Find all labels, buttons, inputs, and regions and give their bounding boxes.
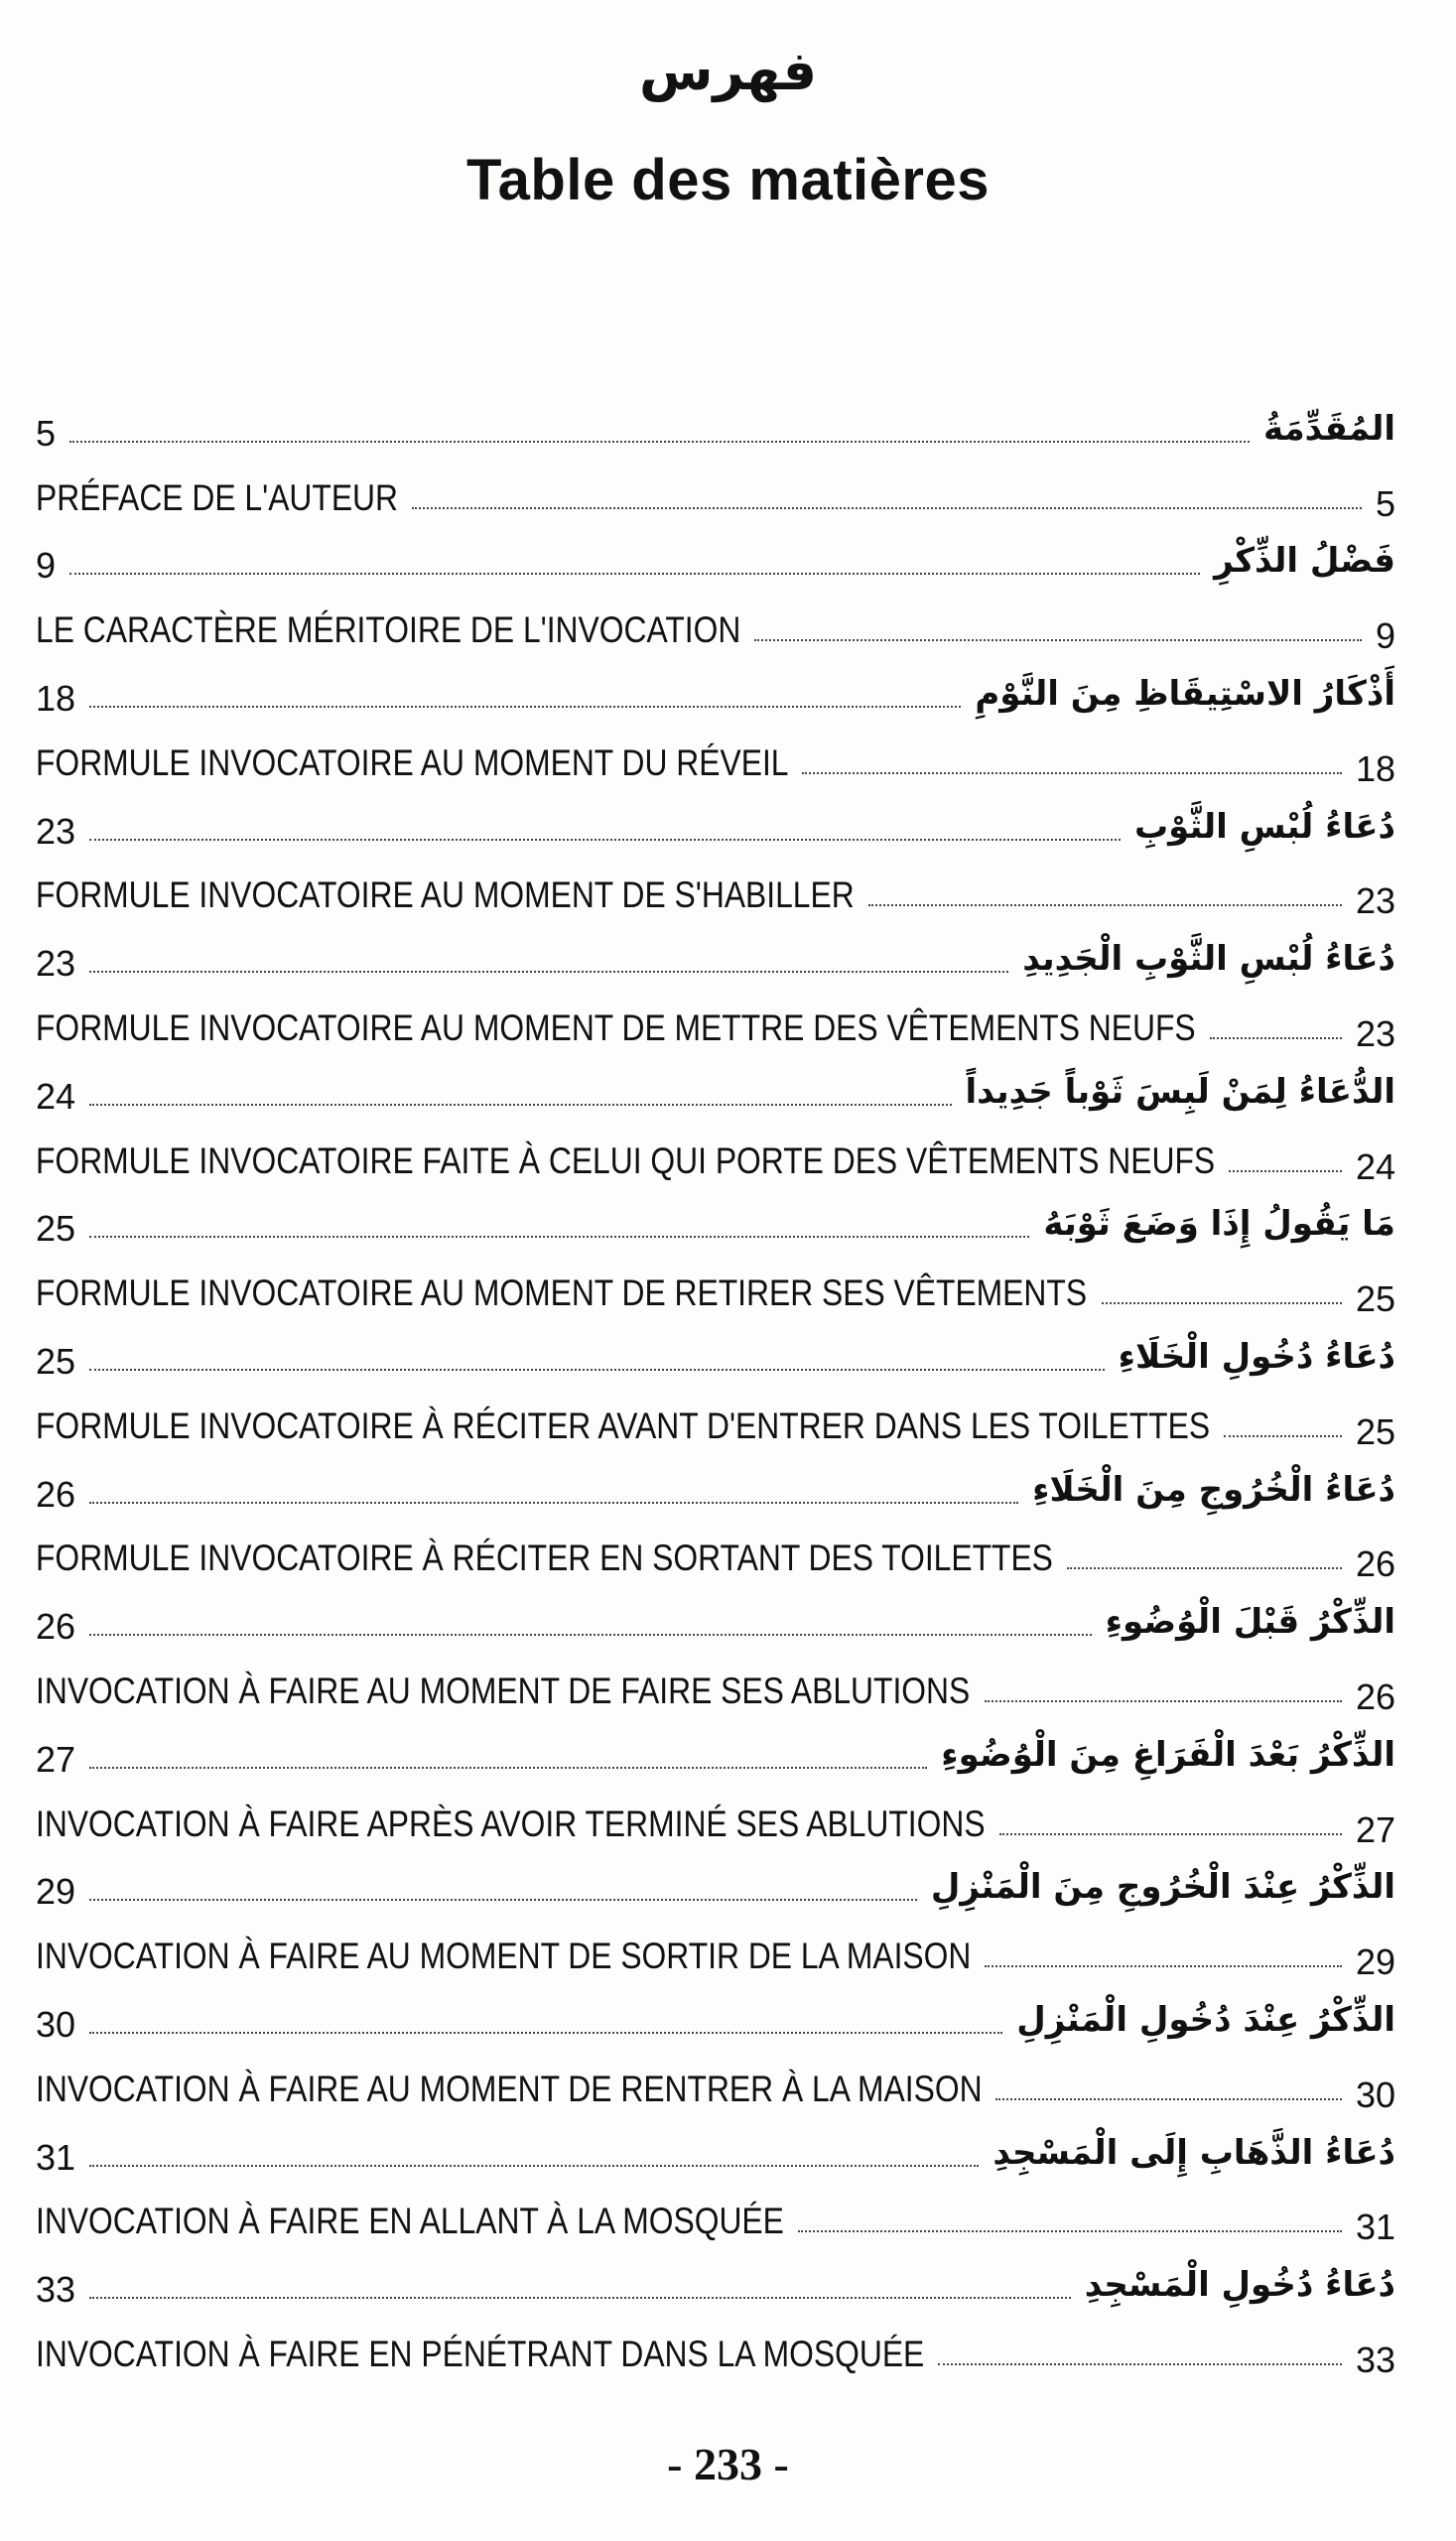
toc-entry-arabic [36, 790, 1395, 857]
toc-entry-arabic [36, 2248, 1395, 2315]
toc-entry-french [36, 459, 1395, 525]
toc-entry-arabic [36, 922, 1395, 989]
toc-entry-french [36, 724, 1395, 790]
toc-entry-french [36, 2050, 1395, 2116]
toc-arabic-page: 5 [36, 412, 57, 454]
toc-french-title: FORMULE INVOCATOIRE FAITE À CELUI QUI PORTE DES VÊTEMENTS NEUFS [36, 1139, 1216, 1181]
toc-arabic-title: دُعَاءُ لُبْسِ الثَّوْبِ الْجَدِيدِ [1022, 939, 1395, 980]
toc-entry-french [36, 857, 1395, 923]
toc-arabic-page: 26 [36, 1473, 76, 1515]
toc-french-title: INVOCATION À FAIRE AU MOMENT DE RENTRER À LA MAISON [36, 2068, 983, 2109]
dot-leader [1224, 1434, 1342, 1437]
toc-french-title: FORMULE INVOCATOIRE AU MOMENT DE METTRE DES VÊTEMENTS NEUFS [36, 1006, 1196, 1048]
toc-french-page: 30 [1355, 2073, 1395, 2115]
toc-french-title: FORMULE INVOCATOIRE À RÉCITER EN SORTANT DES TOILETTES [36, 1538, 1053, 1579]
toc-french-page: 29 [1355, 1941, 1395, 1983]
toc-french-page: 23 [1355, 880, 1395, 922]
toc-entry-arabic [36, 1453, 1395, 1520]
toc-entry-french [36, 1387, 1395, 1453]
dot-leader [412, 506, 1362, 509]
toc-french-title: INVOCATION À FAIRE APRÈS AVOIR TERMINÉ SES ABLUTIONS [36, 1803, 986, 1844]
dot-leader [89, 2031, 1002, 2034]
dot-leader [1102, 1301, 1342, 1304]
toc-entry-french [36, 2183, 1395, 2249]
toc-french-title: LE CARACTÈRE MÉRITOIRE DE L'INVOCATION [36, 609, 741, 651]
dot-leader [868, 903, 1342, 906]
dot-leader [938, 2362, 1342, 2365]
toc-arabic-page: 25 [36, 1340, 76, 1382]
toc-french-title: INVOCATION À FAIRE EN ALLANT À LA MOSQUÉE [36, 2201, 784, 2242]
dot-leader [1067, 1566, 1342, 1569]
dot-leader [1229, 1169, 1342, 1172]
toc-french-title: FORMULE INVOCATOIRE À RÉCITER AVANT D'ENTRER DANS LES TOILETTES [36, 1404, 1211, 1446]
toc-french-title: PRÉFACE DE L'AUTEUR [36, 476, 399, 518]
dot-leader [89, 705, 961, 708]
toc-french-page: 27 [1355, 1808, 1395, 1850]
dot-leader [89, 1103, 951, 1106]
toc-entry-arabic [36, 1320, 1395, 1387]
dot-leader [985, 1699, 1342, 1702]
toc-entry-arabic [36, 2116, 1395, 2183]
toc-french-page: 26 [1355, 1543, 1395, 1585]
toc-french-title: INVOCATION À FAIRE EN PÉNÉTRANT DANS LA MOSQUÉE [36, 2333, 925, 2374]
dot-leader [1210, 1036, 1342, 1039]
toc-arabic-page: 24 [36, 1075, 76, 1117]
toc-arabic-title: الذِّكْرُ عِنْدَ الْخُرُوجِ مِنَ الْمَنْزِلِ [930, 1867, 1395, 1908]
toc-french-page: 26 [1355, 1675, 1395, 1717]
toc-arabic-page: 33 [36, 2269, 76, 2311]
toc-entry-french [36, 1917, 1395, 1983]
toc-entry-french [36, 1254, 1395, 1320]
dot-leader [89, 970, 1008, 973]
toc-entry-arabic [36, 1851, 1395, 1918]
toc-entry-french [36, 1520, 1395, 1586]
toc-french-title: FORMULE INVOCATOIRE AU MOMENT DE RETIRER SES VÊTEMENTS [36, 1272, 1088, 1314]
toc-french-title: FORMULE INVOCATOIRE AU MOMENT DU RÉVEIL [36, 741, 789, 783]
toc-entry-arabic [36, 525, 1395, 592]
toc-arabic-page: 25 [36, 1208, 76, 1250]
toc-arabic-page: 9 [36, 545, 57, 587]
toc-french-page: 31 [1355, 2207, 1395, 2248]
toc-entry-french [36, 989, 1395, 1055]
toc-arabic-title: الذِّكْرُ بَعْدَ الْفَرَاغِ مِنَ الْوُضُوءِ [941, 1734, 1395, 1775]
dot-leader [89, 2164, 979, 2167]
toc-arabic-title: دُعَاءُ دُخُولِ الْمَسْجِدِ [1084, 2265, 1395, 2306]
toc-arabic-title: مَا يَقُولُ إِذَا وَضَعَ ثَوْبَهُ [1043, 1204, 1395, 1245]
french-title: Table des matières [466, 148, 990, 212]
dot-leader [995, 2097, 1342, 2100]
arabic-title: فهرس [638, 40, 818, 102]
toc-entry-arabic [36, 1718, 1395, 1785]
dot-leader [999, 1832, 1342, 1835]
dot-leader [89, 1766, 927, 1769]
toc-arabic-title: دُعَاءُ لُبْسِ الثَّوْبِ [1134, 806, 1395, 847]
toc-french-page: 9 [1375, 615, 1395, 657]
dot-leader [89, 2296, 1071, 2299]
page-number: - 233 - [667, 2439, 789, 2489]
toc-french-title: INVOCATION À FAIRE AU MOMENT DE FAIRE SES ABLUTIONS [36, 1670, 971, 1711]
toc-french-page: 24 [1355, 1145, 1395, 1187]
table-of-contents [36, 392, 1395, 2381]
dot-leader [69, 440, 1250, 443]
toc-arabic-title: المُقَدِّمَةُ [1263, 408, 1395, 449]
toc-french-page: 18 [1355, 747, 1395, 789]
toc-entry-arabic [36, 1055, 1395, 1122]
toc-french-page: 33 [1355, 2339, 1395, 2380]
toc-arabic-page: 23 [36, 810, 76, 852]
toc-french-page: 5 [1375, 482, 1395, 524]
toc-arabic-title: الدُّعَاءُ لِمَنْ لَبِسَ ثَوْباً جَدِيداً [965, 1071, 1395, 1112]
toc-french-page: 25 [1355, 1278, 1395, 1320]
toc-arabic-page: 30 [36, 2003, 76, 2045]
dot-leader [985, 1964, 1342, 1967]
toc-entry-arabic [36, 657, 1395, 724]
toc-entry-french [36, 1785, 1395, 1851]
toc-french-title: INVOCATION À FAIRE AU MOMENT DE SORTIR DE LA MAISON [36, 1936, 972, 1977]
toc-arabic-page: 29 [36, 1871, 76, 1913]
toc-arabic-page: 26 [36, 1606, 76, 1648]
toc-entry-french [36, 2315, 1395, 2381]
toc-arabic-title: أَذْكَارُ الاسْتِيقَاظِ مِنَ النَّوْمِ [975, 673, 1395, 714]
toc-arabic-title: الذِّكْرُ قَبْلَ الْوُضُوءِ [1105, 1602, 1395, 1643]
dot-leader [89, 1633, 1092, 1636]
toc-entry-arabic [36, 392, 1395, 459]
toc-arabic-page: 31 [36, 2136, 76, 2178]
toc-arabic-page: 18 [36, 677, 76, 719]
dot-leader [89, 1501, 1018, 1504]
toc-entry-french [36, 1652, 1395, 1718]
toc-entry-french [36, 1122, 1395, 1188]
toc-entry-french [36, 591, 1395, 657]
toc-entry-arabic [36, 1983, 1395, 2050]
toc-french-title: FORMULE INVOCATOIRE AU MOMENT DE S'HABILLER [36, 874, 855, 916]
dot-leader [89, 1235, 1029, 1238]
dot-leader [89, 838, 1121, 841]
toc-arabic-title: الذِّكْرُ عِنْدَ دُخُولِ الْمَنْزِلِ [1016, 1999, 1395, 2040]
toc-french-page: 25 [1355, 1410, 1395, 1452]
dot-leader [69, 572, 1200, 575]
dot-leader [798, 2229, 1342, 2232]
toc-entry-arabic [36, 1585, 1395, 1652]
toc-arabic-page: 27 [36, 1738, 76, 1780]
dot-leader [802, 771, 1341, 774]
toc-entry-arabic [36, 1188, 1395, 1255]
toc-arabic-title: فَضْلُ الذِّكْرِ [1214, 541, 1395, 582]
toc-french-page: 23 [1355, 1012, 1395, 1054]
dot-leader [754, 638, 1362, 641]
toc-arabic-title: دُعَاءُ الذَّهَابِ إِلَى الْمَسْجِدِ [993, 2132, 1395, 2173]
toc-arabic-page: 23 [36, 943, 76, 985]
dot-leader [89, 1368, 1105, 1371]
toc-arabic-title: دُعَاءُ الْخُرُوجِ مِنَ الْخَلَاءِ [1032, 1469, 1395, 1510]
dot-leader [89, 1898, 917, 1901]
toc-arabic-title: دُعَاءُ دُخُولِ الْخَلَاءِ [1118, 1336, 1395, 1377]
